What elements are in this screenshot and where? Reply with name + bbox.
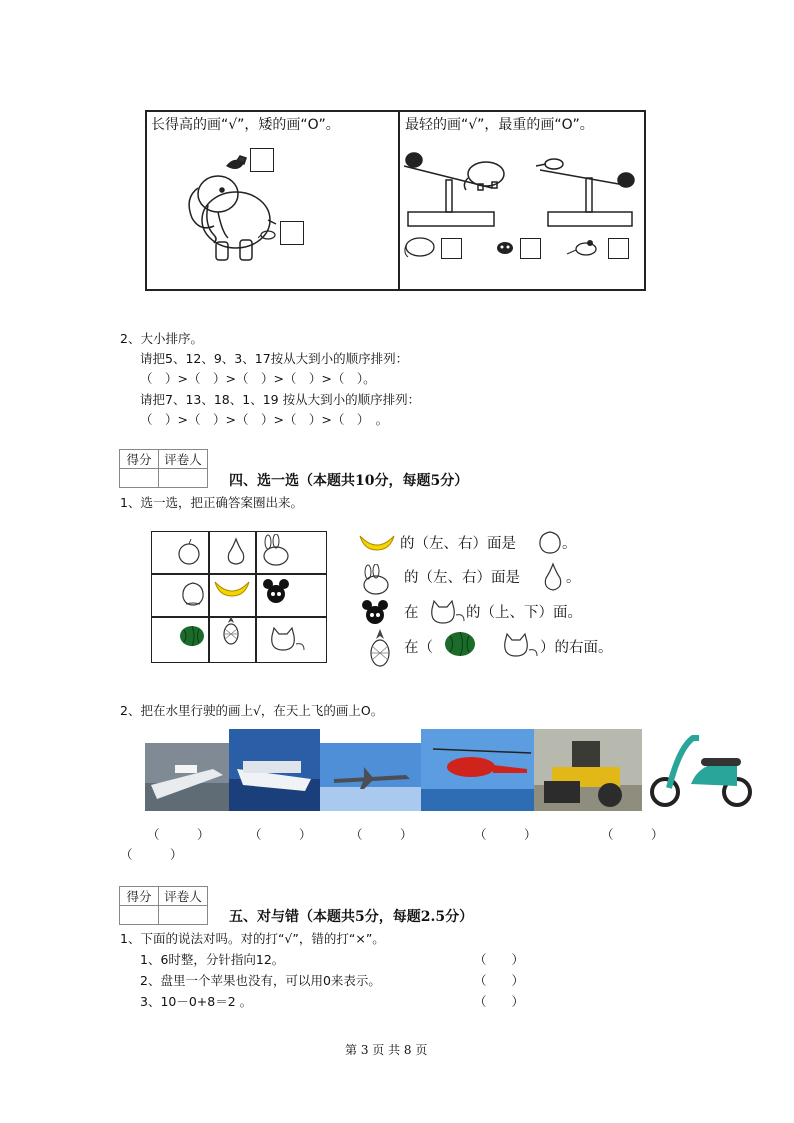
score-label: 得分 <box>120 450 159 469</box>
tf-item-2-paren[interactable]: （ ） <box>474 973 525 988</box>
sentence3-end: 的（上、下）面。 <box>466 605 582 621</box>
score-box-section5 <box>119 886 208 925</box>
rabbit-icon-sentence <box>360 564 394 596</box>
watermelon-icon-sentence <box>444 630 476 658</box>
airplane-photo <box>320 743 421 811</box>
page-footer: 第 3 页 共 8 页 <box>345 1043 428 1057</box>
sentence1-text: 的（左、右）面是 <box>400 536 516 552</box>
pineapple-icon <box>220 615 242 645</box>
pear-icon-sentence <box>541 561 565 593</box>
transport-paren-2[interactable]: （ ） <box>249 827 312 842</box>
watermelon-icon <box>179 624 205 648</box>
peach-icon-sentence <box>537 528 563 556</box>
score-box-section4 <box>119 449 208 488</box>
bird-icon <box>224 154 246 172</box>
tf-item-1-paren[interactable]: （ ） <box>474 952 525 967</box>
q2-line3: 请把7、13、18、1、19 按从大到小的顺序排列： <box>140 392 421 407</box>
pineapple-icon-sentence <box>367 628 393 668</box>
section5-q1: 1、下面的说法对吗。对的打“√”，错的打“×”。 <box>120 931 385 946</box>
cat-icon-small <box>496 239 514 255</box>
right-instruction: 最轻的画“√”，最重的画“O”。 <box>405 117 594 133</box>
elephant-icon-small <box>402 235 436 261</box>
grid-vline-2 <box>255 531 257 663</box>
cat-drawing-icon <box>266 624 306 658</box>
mickey-icon <box>262 577 290 607</box>
mouse-icon <box>566 238 600 258</box>
section4-q2: 2、把在水里行驶的画上√，在天上飞的画上O。 <box>120 703 384 718</box>
grader-label: 评卷人 <box>159 887 208 906</box>
mouse-icon-small <box>258 227 278 241</box>
elephant-weight-answer-box[interactable] <box>441 238 462 259</box>
left-instruction: 长得高的画“√”，矮的画“O”。 <box>151 117 340 133</box>
tf-item-2-text: 2、盘里一个苹果也没有，可以用0来表示。 <box>140 973 381 988</box>
q2-line1: 请把5、12、9、3、17按从大到小的顺序排列： <box>140 351 409 366</box>
q2-line4[interactable]: （ ）>（ ）>（ ）>（ ）>（ ） 。 <box>140 412 389 427</box>
elephant-tall-answer-box[interactable] <box>250 148 274 172</box>
grid-hline-1 <box>151 573 327 575</box>
score-cell[interactable] <box>120 469 159 488</box>
cat-icon-sentence3 <box>426 597 466 629</box>
cat-weight-answer-box[interactable] <box>520 238 541 259</box>
tf-item-3-text: 3、10－0+8＝2 。 <box>140 994 253 1009</box>
q2-line2[interactable]: （ ）>（ ）>（ ）>（ ）>（ ）。 <box>140 371 376 386</box>
pear-icon <box>224 536 248 566</box>
top-box-divider <box>398 110 400 289</box>
score-label: 得分 <box>120 887 159 906</box>
peach-icon <box>180 578 206 608</box>
sentence3-start: 在 <box>404 605 419 621</box>
electric-scooter-photo <box>645 728 757 812</box>
banana-icon <box>213 578 251 600</box>
grader-label: 评卷人 <box>159 450 208 469</box>
q2-title: 2、大小排序。 <box>120 331 203 346</box>
helicopter-photo <box>421 729 534 811</box>
sentence1-end: 。 <box>562 536 577 552</box>
road-roller-photo <box>534 729 642 811</box>
banana-icon-sentence <box>358 530 396 556</box>
section5-heading: 五、对与错（本题共5分，每题2.5分） <box>229 909 474 925</box>
transport-paren-4[interactable]: （ ） <box>474 827 537 842</box>
tf-item-3-paren[interactable]: （ ） <box>474 994 525 1009</box>
grader-cell[interactable] <box>159 469 208 488</box>
grid-vline-1 <box>208 531 210 663</box>
cargo-ship-photo <box>229 729 320 811</box>
sentence2-text: 的（左、右）面是 <box>404 570 520 586</box>
cruise-ship-photo <box>145 743 229 811</box>
transport-paren-5[interactable]: （ ） <box>601 827 664 842</box>
sentence2-end: 。 <box>566 570 581 586</box>
transport-paren-1[interactable]: （ ） <box>147 827 210 842</box>
tf-item-1-text: 1、6时整，分针指向12。 <box>140 952 285 967</box>
section4-heading: 四、选一选（本题共10分，每题5分） <box>229 473 469 489</box>
sentence4-end: ）的右面。 <box>540 640 613 656</box>
elephant-short-answer-box[interactable] <box>280 221 304 245</box>
apple-icon <box>176 538 202 566</box>
transport-paren-6[interactable]: （ ） <box>120 847 183 862</box>
mouse-weight-answer-box[interactable] <box>608 238 629 259</box>
grader-cell[interactable] <box>159 906 208 925</box>
seesaw-right-illustration <box>530 150 640 230</box>
section4-q1: 1、选一选，把正确答案圈出来。 <box>120 495 303 510</box>
transport-paren-3[interactable]: （ ） <box>350 827 413 842</box>
score-cell[interactable] <box>120 906 159 925</box>
seesaw-left-illustration <box>402 150 512 230</box>
sentence4-start: 在（ <box>404 640 433 656</box>
cat-icon-sentence4 <box>499 630 543 664</box>
mickey-icon-sentence <box>361 598 389 628</box>
rabbit-icon <box>260 534 294 568</box>
